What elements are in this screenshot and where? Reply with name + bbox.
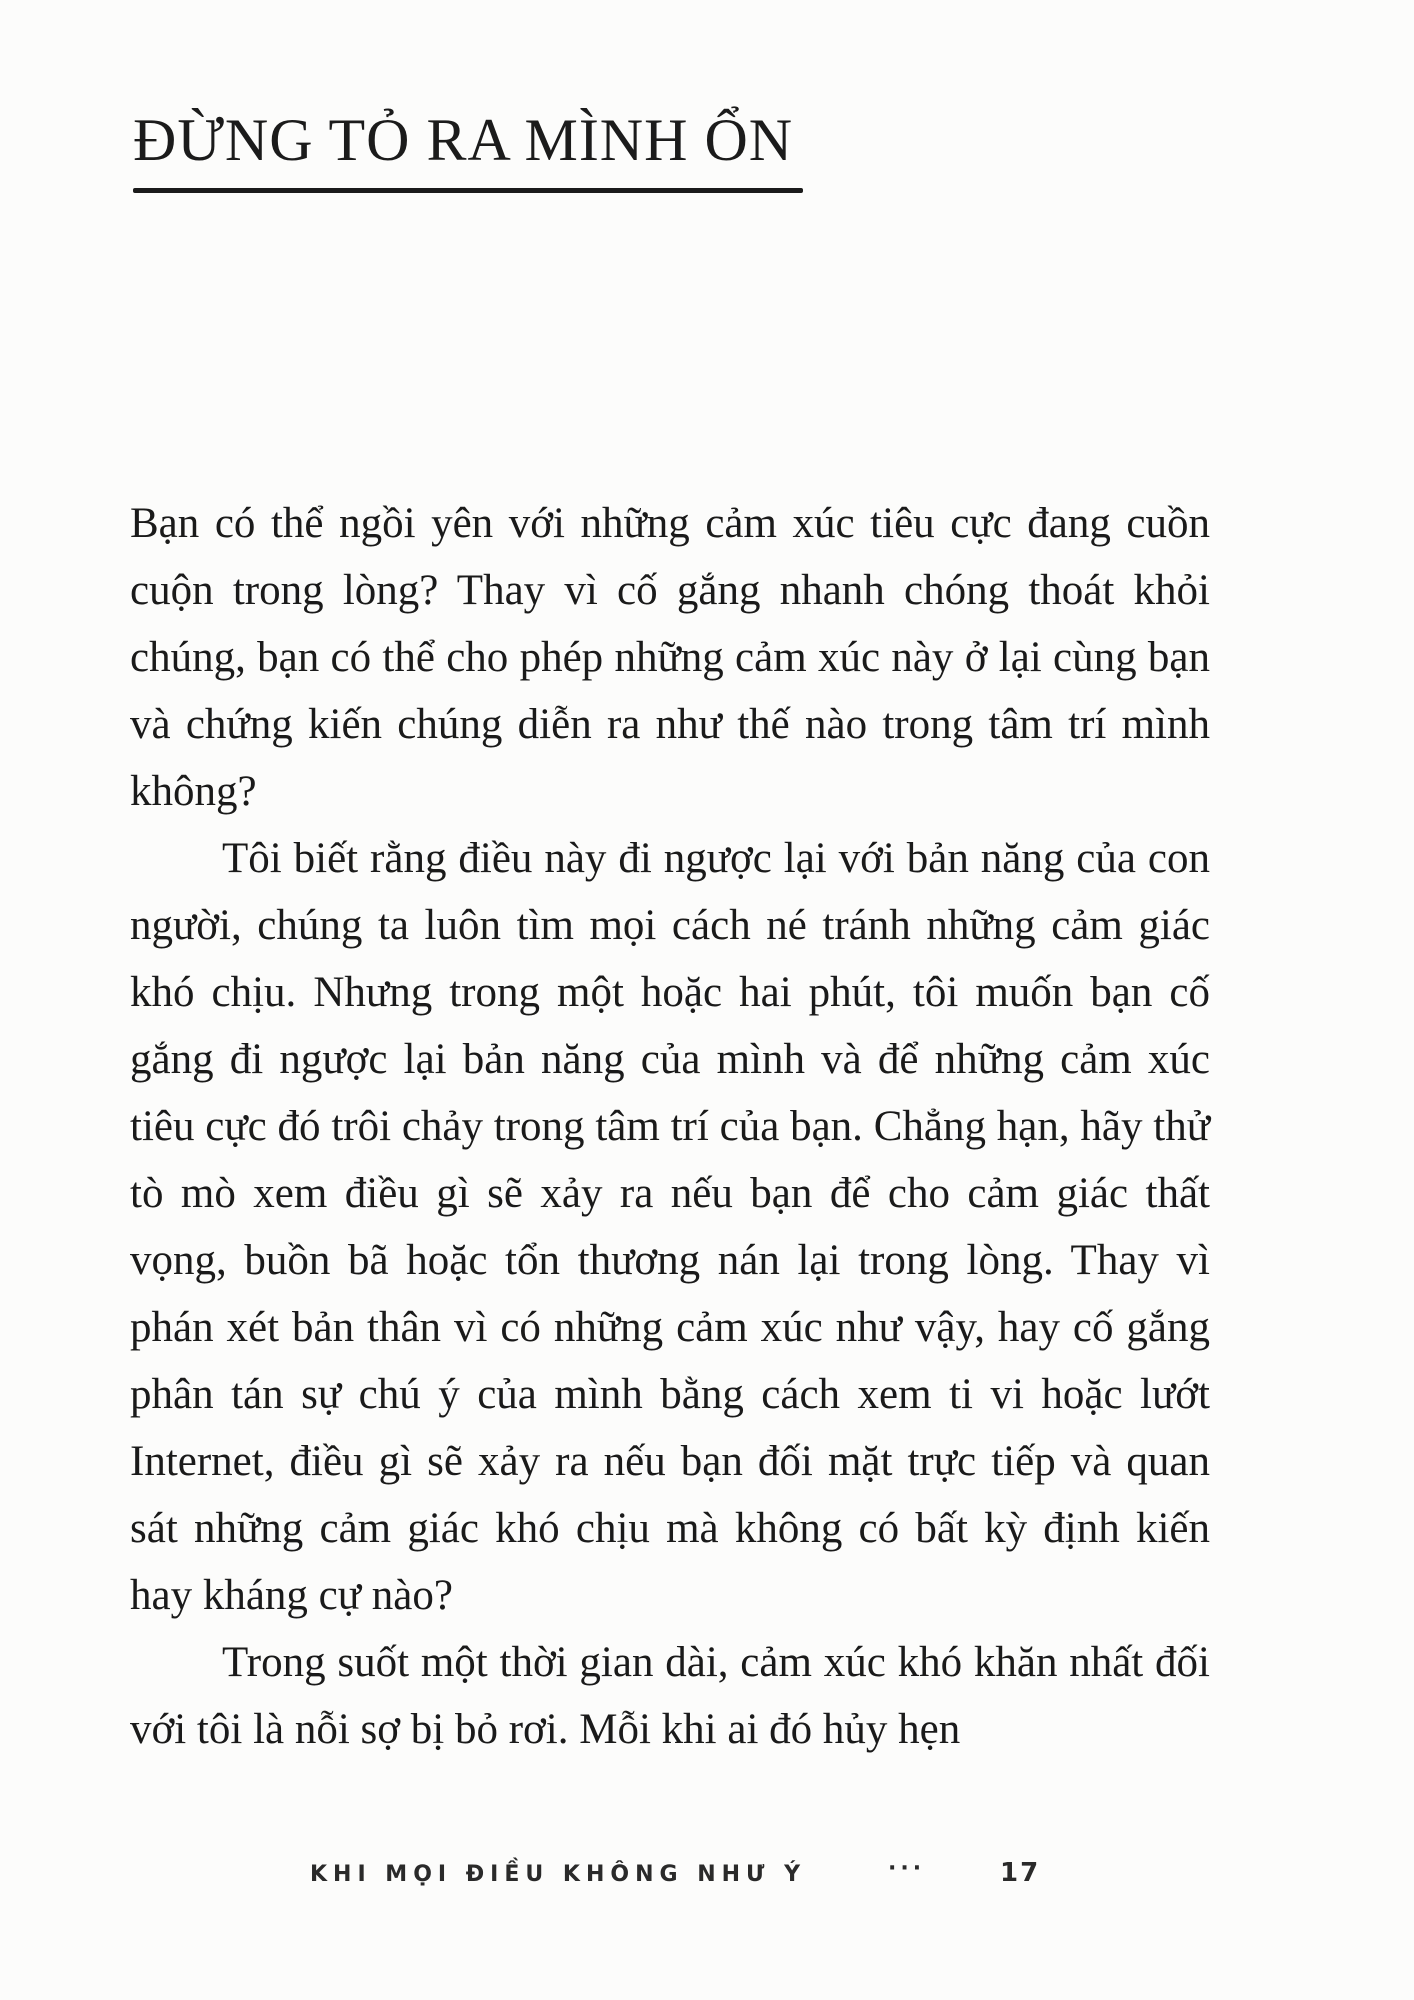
title-underline (133, 188, 803, 193)
paragraph-1: Bạn có thể ngồi yên với những cảm xúc tiêu cực đang cuồn cuộn trong lòng? Thay vì cố gắng nhanh chóng thoát khỏi chúng, bạn có thể cho phép những cảm xúc này ở lại cùng bạn và chứng kiến chúng diễn ra như thế nào trong tâm trí mình không? (130, 500, 1210, 815)
page-footer (0, 1856, 1414, 1896)
paragraph-3: Trong suốt một thời gian dài, cảm xúc khó khăn nhất đối với tôi là nỗi sợ bị bỏ rơi. Mỗi khi ai đó hủy hẹn (130, 1639, 1210, 1753)
paragraph-2: Tôi biết rằng điều này đi ngược lại với bản năng của con người, chúng ta luôn tìm mọi cách né tránh những cảm giác khó chịu. Nhưng trong một hoặc hai phút, tôi muốn bạn cố gắng đi ngược lại bản năng của mình và để những cảm xúc tiêu cực đó trôi chảy trong tâm trí của bạn. Chẳng hạn, hãy thử tò mò xem điều gì sẽ xảy ra nếu bạn để cho cảm giác thất vọng, buồn bã hoặc tổn thương nán lại trong lòng. Thay vì phán xét bản thân vì có những cảm xúc như vậy, hay cố gắng phân tán sự chú ý của mình bằng cách xem ti vi hoặc lướt Internet, điều gì sẽ xảy ra nếu bạn đối mặt trực tiếp và quan sát những cảm giác khó chịu mà không có bất kỳ định kiến hay kháng cự nào? (130, 835, 1210, 1619)
page-number: 17 (1000, 1858, 1041, 1888)
chapter-title: ĐỪNG TỎ RA MÌNH ỔN (133, 107, 794, 173)
footer-separator: ··· (888, 1856, 926, 1881)
footer-book-title: KHI MỌI ĐIỀU KHÔNG NHƯ Ý (310, 1862, 806, 1887)
body-text (130, 490, 1210, 1763)
